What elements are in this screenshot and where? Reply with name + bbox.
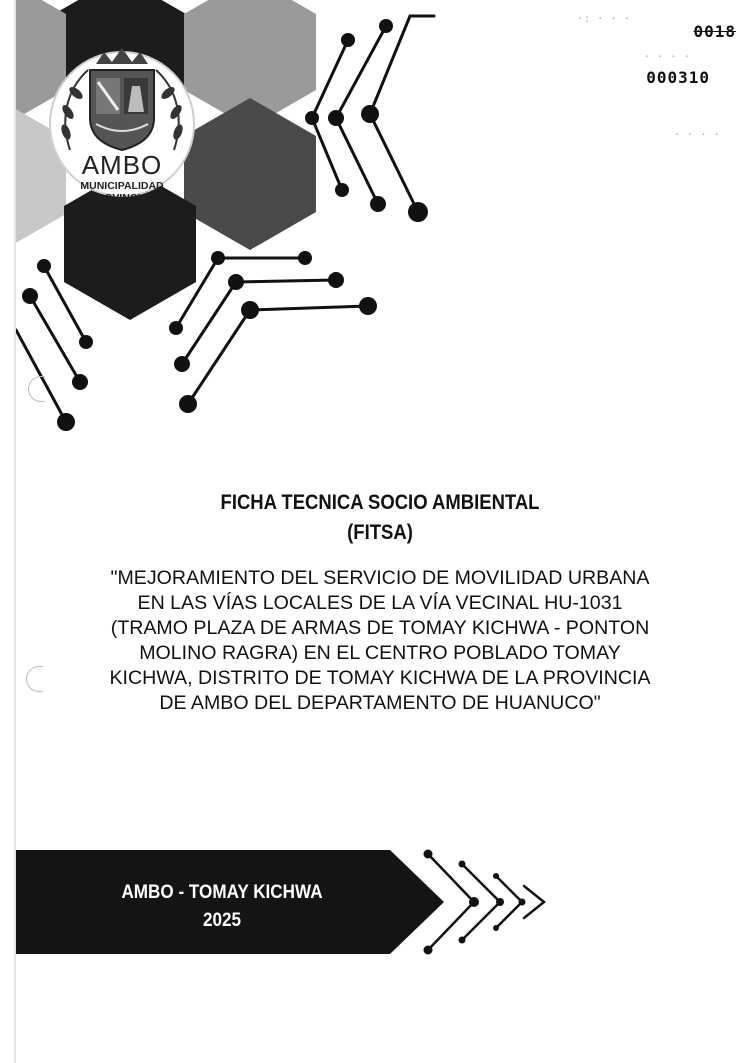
title-line: FICHA TECNICA SOCIO AMBIENTAL [220, 491, 540, 514]
chevron-arrow-icon [524, 886, 544, 918]
project-line: MOLINO RAGRA) EN EL CENTRO POBLADO TOMAY [139, 642, 621, 664]
circuit-node [22, 288, 38, 304]
circuit-node [359, 297, 377, 315]
project-line: KICHWA, DISTRITO DE TOMAY KICHWA DE LA PROVINCIA [109, 667, 651, 689]
stamp-smudge: ·: · · · [577, 12, 630, 25]
project-line: DE AMBO DEL DEPARTAMENTO DE HUANUCO" [159, 692, 601, 714]
chevron-node [496, 898, 504, 906]
chevron-node [493, 873, 499, 879]
project-line: "MEJORAMIENTO DEL SERVICIO DE MOVILIDAD URBANA [110, 567, 650, 589]
chevron-node [519, 899, 526, 906]
chevron-node [469, 897, 479, 907]
document-title [116, 488, 644, 548]
circuit-node [361, 105, 379, 123]
circuit-node [370, 196, 386, 212]
chevron-node [493, 925, 499, 931]
chevron-node [424, 850, 433, 859]
stamp-folio-number: 000310 [646, 68, 710, 87]
circuit-trace [370, 16, 434, 212]
circuit-node [57, 413, 75, 431]
circuit-node [37, 259, 51, 273]
circuit-node [335, 183, 349, 197]
chevron-node [424, 946, 433, 955]
circuit-node [228, 274, 244, 290]
circuit-node [179, 395, 197, 413]
title-line: (FITSA) [347, 521, 413, 544]
circuit-node [328, 110, 344, 126]
chevron-node [459, 937, 466, 944]
circuit-trace [182, 280, 336, 364]
hexagon-shape [184, 98, 316, 250]
circuit-node [241, 301, 259, 319]
project-line: EN LAS VÍAS LOCALES DE LA VÍA VECINAL HU-1031 [137, 592, 623, 614]
logo-line2: PROVINCIAL [89, 192, 155, 204]
logo-line1: MUNICIPALIDAD [80, 180, 164, 192]
circuit-node [79, 335, 93, 349]
project-line: (TRAMO PLAZA DE ARMAS DE TOMAY KICHWA - PONTON [110, 617, 650, 639]
circuit-node [72, 374, 88, 390]
binder-hole-mark [26, 666, 43, 692]
circuit-node [211, 251, 225, 265]
circuit-node [169, 321, 183, 335]
circuit-node [305, 111, 319, 125]
circuit-node [408, 202, 428, 222]
project-description [80, 566, 680, 716]
stamp-smudge: · · · · [673, 128, 720, 141]
stamp-smudge: · · · · [643, 50, 690, 63]
circuit-node [328, 272, 344, 288]
stamp-page-number: 0018 [693, 22, 736, 41]
circuit-trace [188, 306, 368, 404]
hexagon-circuit-graphic [0, 0, 460, 440]
circuit-node [379, 19, 393, 33]
circuit-node [341, 33, 355, 47]
circuit-node [298, 251, 312, 265]
banner-location: AMBO - TOMAY KICHWA [121, 882, 323, 903]
banner-year: 2025 [202, 910, 242, 931]
circuit-node [174, 356, 190, 372]
chevron-node [459, 861, 466, 868]
logo-name: AMBO [81, 150, 163, 180]
